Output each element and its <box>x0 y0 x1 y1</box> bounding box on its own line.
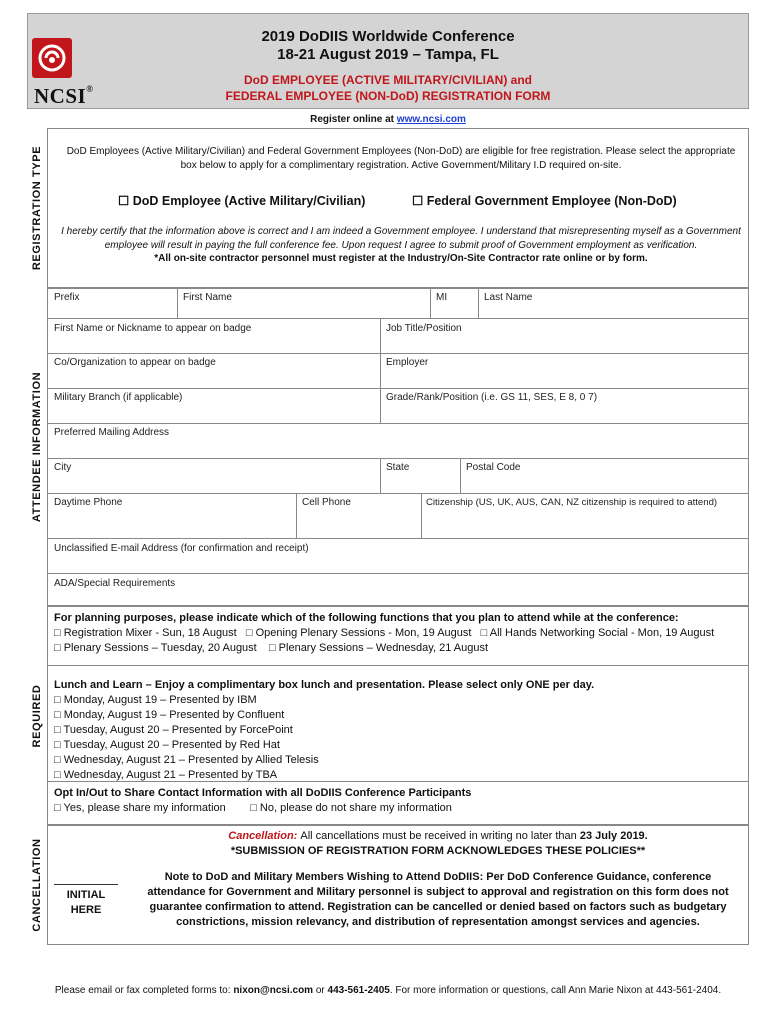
employer-field[interactable]: Employer <box>386 357 429 368</box>
optin-yes-option[interactable]: □ Yes, please share my information <box>54 802 226 814</box>
conference-dates: 18-21 August 2019 – Tampa, FL <box>277 46 499 63</box>
lunch-option-tba[interactable]: □ Wednesday, August 21 – Presented by TBA <box>54 769 278 781</box>
form-subtitle-2: FEDERAL EMPLOYEE (NON-DoD) REGISTRATION FORM <box>225 89 551 103</box>
dod-attendance-note: Note to DoD and Military Members Wishing to Attend DoDIIS: Per DoD Conference Guidance, conference attendance for Government and Military personnel is subject to approval and registration on this form does not guarantee confirmation to attend. Registration can be cancelled or denied based on factors such as budgetary constrictions, mission relevancy, and distribution of representation amongst services and agencies. <box>147 871 729 928</box>
lunch-heading: Lunch and Learn – Enjoy a complimentary box lunch and presentation. Please select only ONE per day. <box>54 679 595 691</box>
lunch-option-confluent[interactable]: □ Monday, August 19 – Presented by Confluent <box>54 709 285 721</box>
form-subtitle-1: DoD EMPLOYEE (ACTIVE MILITARY/CIVILIAN) and <box>244 73 532 87</box>
lunch-option-redhat[interactable]: □ Tuesday, August 20 – Presented by Red Hat <box>54 739 280 751</box>
required-tab: REQUIRED <box>27 606 48 825</box>
mailing-address-field[interactable]: Preferred Mailing Address <box>54 427 170 438</box>
registration-type-tab: REGISTRATION TYPE <box>27 128 48 288</box>
city-field[interactable]: City <box>54 462 72 473</box>
lunch-block <box>54 678 744 783</box>
citizenship-field[interactable]: Citizenship (US, UK, AUS, CAN, NZ citizenship is required to attend) <box>426 497 718 508</box>
functions-heading: For planning purposes, please indicate which of the following functions that you plan to attend while at the conference: <box>54 612 679 624</box>
function-registration-mixer[interactable]: □ Registration Mixer - Sun, 18 August <box>54 627 237 639</box>
function-plenary-wednesday[interactable]: □ Plenary Sessions – Wednesday, 21 August <box>268 642 489 654</box>
footer-fax: 443-561-2405 <box>327 985 390 996</box>
optin-heading: Opt In/Out to Share Contact Information with all DoDIIS Conference Participants <box>54 787 472 799</box>
email-field[interactable]: Unclassified E-mail Address (for confirmation and receipt) <box>54 543 309 554</box>
function-plenary-tuesday[interactable]: □ Plenary Sessions – Tuesday, 20 August <box>54 642 257 654</box>
conference-title: 2019 DoDIIS Worldwide Conference <box>261 28 515 45</box>
cell-phone-field[interactable]: Cell Phone <box>302 497 351 508</box>
military-branch-field[interactable]: Military Branch (if applicable) <box>54 392 183 403</box>
daytime-phone-field[interactable]: Daytime Phone <box>54 497 123 508</box>
cancellation-tab: CANCELLATION <box>27 825 48 945</box>
lunch-option-forcepoint[interactable]: □ Tuesday, August 20 – Presented by ForcePoint <box>54 724 293 736</box>
job-title-field[interactable]: Job Title/Position <box>386 323 462 334</box>
register-online-link[interactable]: www.ncsi.com <box>396 114 466 125</box>
co-organization-field[interactable]: Co/Organization to appear on badge <box>54 357 216 368</box>
last-name-field[interactable]: Last Name <box>484 292 533 303</box>
footer-email[interactable]: nixon@ncsi.com <box>233 985 314 996</box>
option-federal-employee[interactable]: ☐ Federal Government Employee (Non-DoD) <box>412 194 677 208</box>
state-field[interactable]: State <box>386 462 410 473</box>
optin-no-option[interactable]: □ No, please do not share my information <box>250 802 452 814</box>
option-dod-employee[interactable]: ☐ DoD Employee (Active Military/Civilian) <box>118 194 366 208</box>
prefix-field[interactable]: Prefix <box>54 292 80 303</box>
first-name-field[interactable]: First Name <box>183 292 232 303</box>
ncsi-logo-text: NCSI® <box>34 84 94 108</box>
certification-statement: I hereby certify that the information above is correct and I am indeed a Government employee. I understand that misrepresenting myself as a Government employee will result in paying the full conference fee. Upon request I agree to submit proof of Government employment as verification. <box>61 226 741 251</box>
attendee-tab: ATTENDEE INFORMATION <box>27 288 48 606</box>
badge-name-field[interactable]: First Name or Nickname to appear on badge <box>54 323 252 334</box>
footer-contact: Please email or fax completed forms to: nixon@ncsi.com or 443-561-2405. For more information or questions, call Ann Marie Nixon at 443-561-2404. <box>54 985 722 996</box>
ada-requirements-field[interactable]: ADA/Special Requirements <box>54 578 176 589</box>
functions-block <box>54 611 744 656</box>
lunch-option-allied-telesis[interactable]: □ Wednesday, August 21 – Presented by Allied Telesis <box>54 754 319 766</box>
grade-rank-field[interactable]: Grade/Rank/Position (i.e. GS 11, SES, E 8, 0 7) <box>386 392 598 403</box>
lunch-option-ibm[interactable]: □ Monday, August 19 – Presented by IBM <box>54 694 257 706</box>
initial-here-label: INITIAL HERE <box>66 889 106 916</box>
register-online-line: Register online at www.ncsi.com <box>310 114 466 125</box>
initial-line[interactable] <box>54 884 118 885</box>
cancellation-policy: Cancellation: All cancellations must be received in writing no later than 23 July 2019. *SUBMISSION OF REGISTRATION FORM ACKNOWLEDGES THESE POLICIES** <box>228 830 648 857</box>
mi-field[interactable]: MI <box>436 292 448 303</box>
function-networking-social[interactable]: □ All Hands Networking Social - Mon, 19 August <box>480 627 715 639</box>
attendee-section <box>27 288 749 606</box>
registration-intro: DoD Employees (Active Military/Civilian) and Federal Government Employees (Non-DoD) are eligible for free registration. Please select the appropriate box below to apply for a complimentary registration. Active Government/Military I.D required on-site. <box>66 146 736 171</box>
optin-block <box>54 786 744 816</box>
postal-code-field[interactable]: Postal Code <box>466 462 521 473</box>
function-opening-plenary[interactable]: □ Opening Plenary Sessions - Mon, 19 August <box>245 627 472 639</box>
contractor-note: *All on-site contractor personnel must register at the Industry/On-Site Contractor rate online or by form. <box>154 253 648 264</box>
